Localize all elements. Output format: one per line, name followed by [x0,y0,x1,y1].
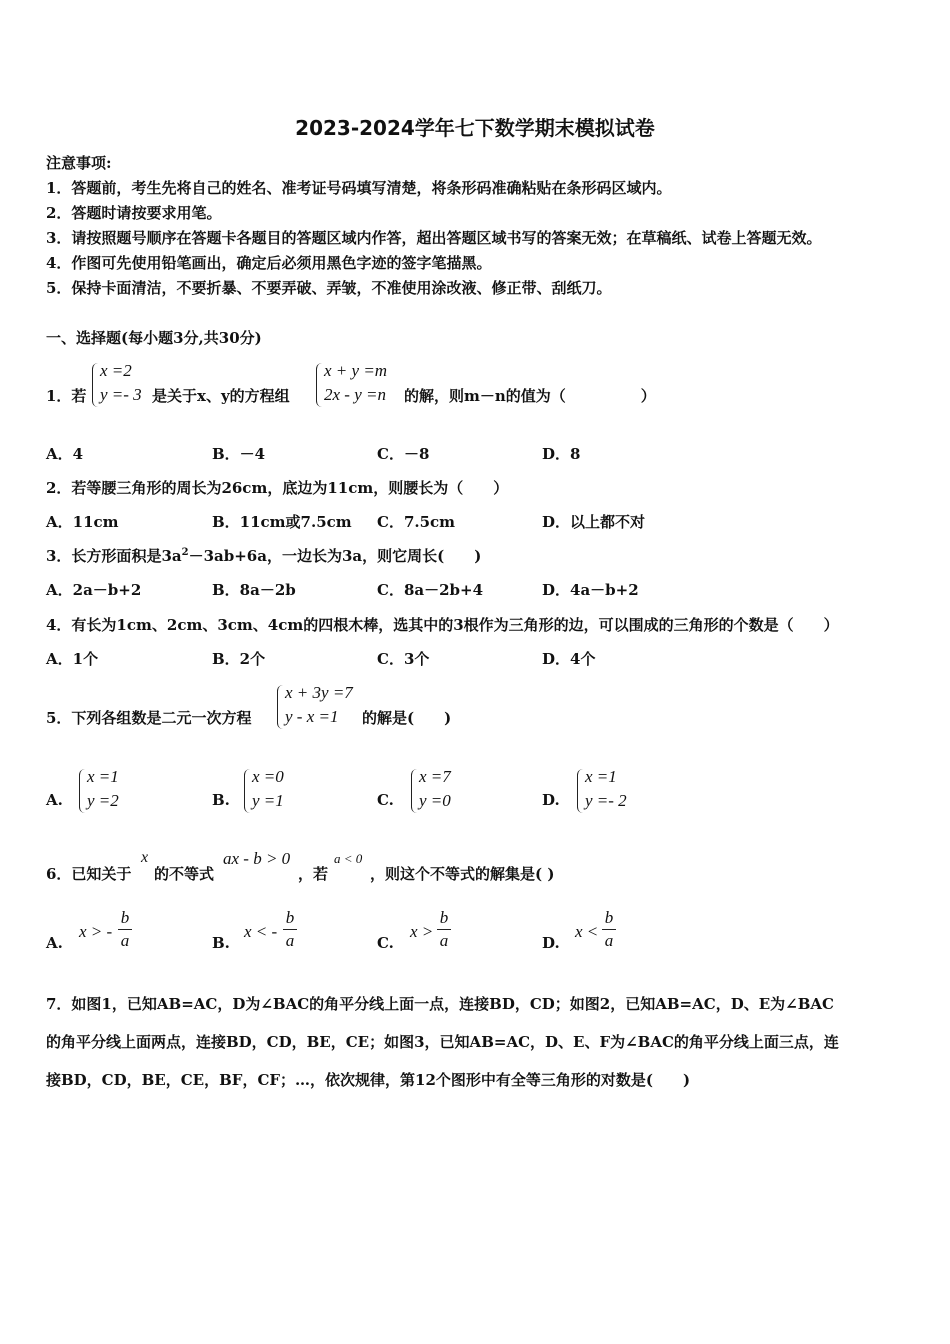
left-brace-icon [277,685,284,729]
q2-option-c[interactable]: C．7.5cm [377,513,456,531]
q1-prefix: 1．若 [46,387,87,405]
fraction-bar [437,929,451,930]
notice-item-4: 4．作图可先使用铅笔画出，确定后必须用黑色字迹的签字笔描黑。 [46,254,492,272]
q6-option-a-fraction [118,909,132,950]
q1-sys2-row1: x + y =m [324,361,388,380]
q5-option-d-label: D. [542,791,560,809]
q2-option-a[interactable]: A．11cm [46,513,119,531]
fraction-bar [283,929,297,930]
q6-option-d-lhs: x < [575,922,599,941]
q3-option-c[interactable]: C．8a－2b+4 [377,581,484,599]
q5-option-a-row1: x =1 [87,767,119,786]
left-brace-icon [316,363,323,407]
q5-sys-row2: y - x =1 [285,707,339,726]
q1-sys2-row2: 2x - y =n [324,385,386,404]
q3-option-d[interactable]: D．4a－b+2 [542,581,639,599]
q3-option-a[interactable]: A．2a－b+2 [46,581,142,599]
q5-option-a-row2: y =2 [87,791,119,810]
q5-option-b-system [244,767,314,817]
q2-option-b[interactable]: B．11cm或7.5cm [212,513,352,531]
q5-option-c-label: C. [377,791,394,809]
left-brace-icon [79,769,86,813]
q5-option-c-system [411,767,481,817]
q1-middle: 是关于x、y的方程组 [152,387,290,405]
notice-item-1: 1．答题前，考生先将自己的姓名、准考证号码填写清楚，将条形码准确粘贴在条形码区域内。 [46,179,672,197]
q1-system-solution [92,361,152,411]
q3-stem-exponent: 2 [181,547,189,558]
q2-option-d[interactable]: D．以上都不对 [542,513,646,531]
q7-line-1: 7．如图1，已知AB=AC，D为∠BAC的角平分线上面一点，连接BD，CD；如图2，已知AB=AC，D、E为∠BAC [46,995,834,1013]
notice-heading: 注意事项: [46,154,112,172]
left-brace-icon [92,363,99,407]
q6-suffix: ，则这个不等式的解集是( ) [370,865,555,883]
q1-sys1-row1: x =2 [100,361,132,380]
q6-option-c-lhs: x > [410,922,434,941]
fraction-numerator: b [439,908,449,927]
fraction-bar [602,929,616,930]
q5-prefix: 5．下列各组数是二元一次方程 [46,709,252,727]
q6-option-a-lhs: x > - [79,922,113,941]
fraction-numerator: b [120,908,130,927]
notice-item-2: 2．答题时请按要求用笔。 [46,204,222,222]
fraction-denominator: a [285,931,295,950]
q6-comma: ，若 [298,865,329,883]
fraction-denominator: a [120,931,130,950]
fraction-numerator: b [285,908,295,927]
q1-option-a[interactable]: A．4 [46,445,84,463]
q5-option-d-system [577,767,657,817]
q6-option-a-label: A. [46,934,63,952]
section-heading: 一、选择题(每小题3分,共30分) [46,329,262,347]
notice-item-3: 3．请按照题号顺序在答题卡各题目的答题区域内作答，超出答题区域书写的答案无效；在草稿纸、试卷上答题无效。 [46,229,822,247]
q6-inequality: ax - b > 0 [223,849,291,868]
q6-option-b-lhs: x < - [244,922,278,941]
q5-option-b-row1: x =0 [252,767,284,786]
left-brace-icon [577,769,584,813]
fraction-numerator: b [604,908,614,927]
q1-option-d[interactable]: D．8 [542,445,581,463]
q4-option-a[interactable]: A．1个 [46,650,99,668]
q5-option-d-row2: y =- 2 [585,791,627,810]
q1-suffix: 的解，则m－n的值为（ ） [404,387,656,405]
q6-middle: 的不等式 [154,865,215,883]
exam-title: 2023-2024学年七下数学期末模拟试卷 [295,116,655,140]
q4-option-d[interactable]: D．4个 [542,650,596,668]
left-brace-icon [411,769,418,813]
fraction-denominator: a [604,931,614,950]
q5-option-c-row1: x =7 [419,767,451,786]
q4-option-b[interactable]: B．2个 [212,650,266,668]
q4-stem: 4．有长为1cm、2cm、3cm、4cm的四根木棒，选其中的3根作为三角形的边，可以围成的三角形的个数是（ ） [46,616,839,634]
q6-variable: x [141,849,149,866]
q6-option-d-label: D. [542,934,560,952]
q5-option-a-system [79,767,149,817]
q5-suffix: 的解是( ) [362,709,452,727]
q5-option-d-row1: x =1 [585,767,617,786]
q6-option-c-fraction [437,909,451,950]
q5-option-b-row2: y =1 [252,791,284,810]
fraction-bar [118,929,132,930]
left-brace-icon [244,769,251,813]
q5-option-c-row2: y =0 [419,791,451,810]
q6-option-b-label: B. [212,934,230,952]
q3-stem [46,545,481,566]
q3-stem-part2: －3ab+6a，一边长为3a，则它周长( ) [188,547,482,565]
q7-line-3: 接BD，CD，BE，CE，BF，CF；…，依次规律，第12个图形中有全等三角形的对数是( ) [46,1071,691,1089]
q6-option-b-fraction [283,909,297,950]
q5-option-a-label: A. [46,791,63,809]
fraction-denominator: a [439,931,449,950]
q6-option-c-label: C. [377,934,394,952]
q6-option-d-fraction [602,909,616,950]
q3-option-b[interactable]: B．8a－2b [212,581,296,599]
q1-sys1-row2: y =- 3 [100,385,142,404]
q7-line-2: 的角平分线上面两点，连接BD，CD，BE，CE；如图3，已知AB=AC，D、E、F为∠BAC的角平分线上面三点，连 [46,1033,839,1051]
q6-prefix: 6．已知关于 [46,865,132,883]
q4-option-c[interactable]: C．3个 [377,650,430,668]
q2-stem: 2．若等腰三角形的周长为26cm，底边为11cm，则腰长为（ ） [46,479,509,497]
q5-sys-row1: x + 3y =7 [285,683,353,702]
q5-system [277,683,367,733]
notice-item-5: 5．保持卡面清洁，不要折暴、不要弄破、弄皱，不准使用涂改液、修正带、刮纸刀。 [46,279,612,297]
q6-condition: a < 0 [334,851,363,866]
q5-option-b-label: B. [212,791,230,809]
q1-system-equations [316,361,406,411]
q1-option-c[interactable]: C．－8 [377,445,430,463]
q1-option-b[interactable]: B．－4 [212,445,266,463]
q3-stem-part1: 3．长方形面积是3a [46,547,182,565]
